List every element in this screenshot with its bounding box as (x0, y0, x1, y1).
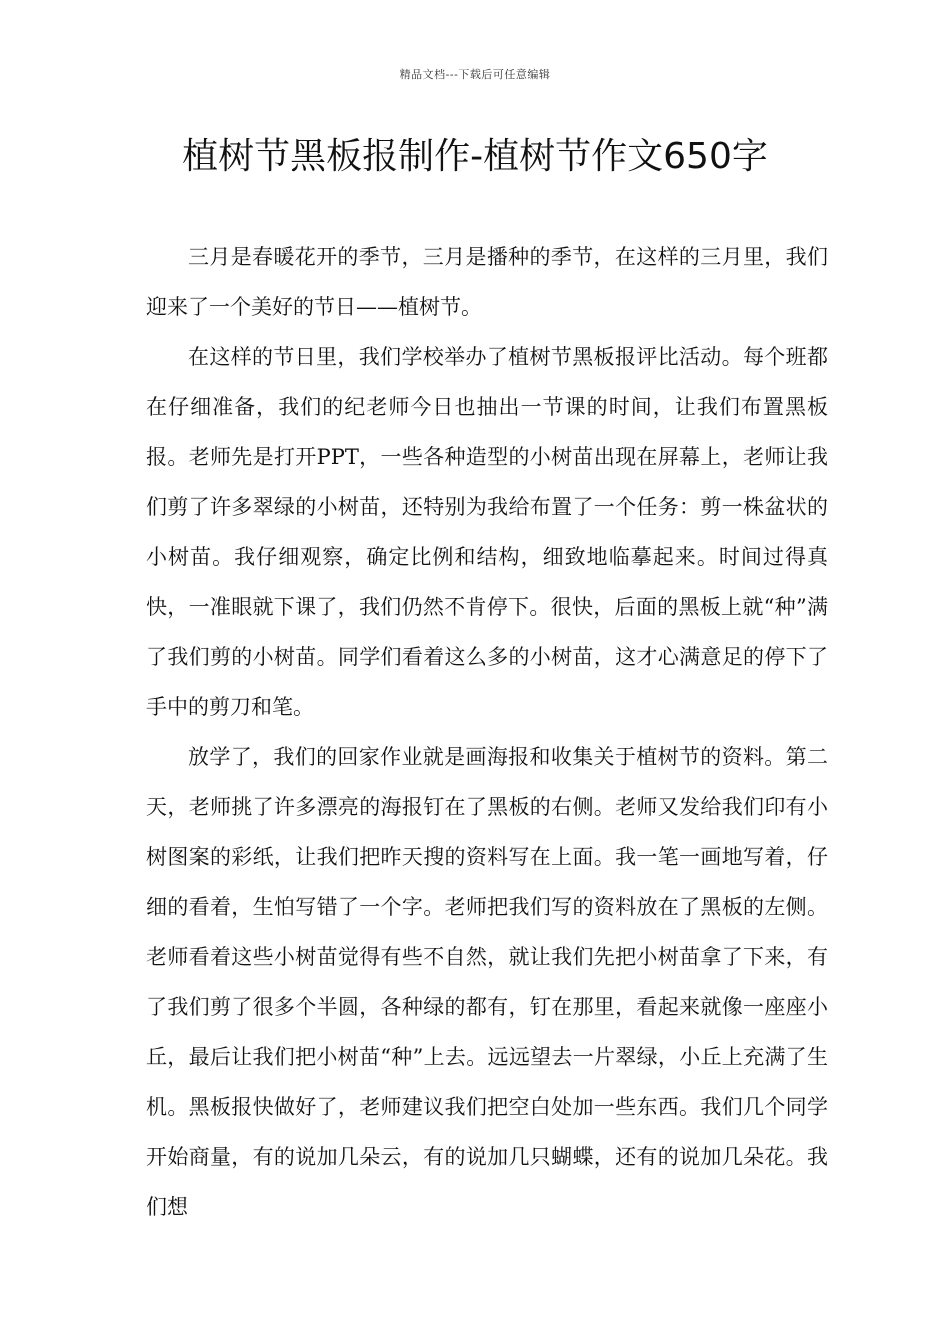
document-title: 植树节黑板报制作-植树节作文650字 (182, 136, 768, 177)
paragraph-2: 在这样的节日里，我们学校举办了植树节黑板报评比活动。每个班都在仔细准备，我们的纪老师今日也抽出一节课的时间，让我们布置黑板报。老师先是打开PPT，一些各种造型的小树苗出现在屏幕上，老师让我们剪了许多翠绿的小树苗，还特别为我给布置了一个任务：剪一株盆状的小树苗。我仔细观察，确定比例和结构，细致地临摹起来。时间过得真快，一准眼就下课了，我们仍然不肯停下。很快，后面的黑板上就“种”满了我们剪的小树苗。同学们看着这么多的小树苗，这才心满意足的停下了手中的剪刀和笔。 (146, 345, 828, 719)
paragraph-3: 放学了，我们的回家作业就是画海报和收集关于植树节的资料。第二天，老师挑了许多漂亮的海报钉在了黑板的右侧。老师又发给我们印有小树图案的彩纸，让我们把昨天搜的资料写在上面。我一笔一画地写着，仔细的看着，生怕写错了一个字。老师把我们写的资料放在了黑板的左侧。老师看着这些小树苗觉得有些不自然，就让我们先把小树苗拿了下来，有了我们剪了很多个半圆，各种绿的都有，钉在那里，看起来就像一座座小丘，最后让我们把小树苗“种”上去。远远望去一片翠绿，小丘上充满了生机。黑板报快做好了，老师建议我们把空白处加一些东西。我们几个同学开始商量，有的说加几朵云，有的说加几只蝴蝶，还有的说加几朵花。我们想 (146, 745, 828, 1219)
paragraph-1: 三月是春暖花开的季节，三月是播种的季节，在这样的三月里，我们迎来了一个美好的节日——植树节。 (146, 245, 828, 319)
header-note: 精品文档---下载后可任意编辑 (399, 68, 551, 81)
document-body (146, 232, 828, 1232)
